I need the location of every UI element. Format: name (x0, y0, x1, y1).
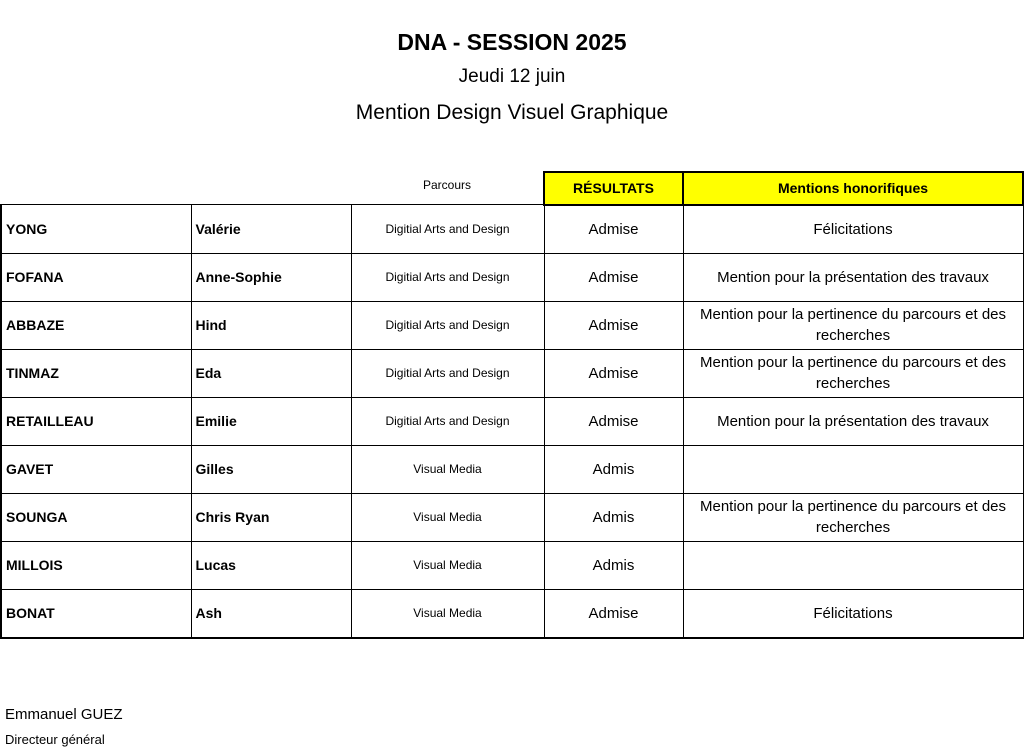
cell-parcours: Digitial Arts and Design (351, 301, 544, 349)
cell-nom: FOFANA (1, 253, 191, 301)
session-date: Jeudi 12 juin (458, 66, 566, 87)
cell-resultat: Admise (544, 301, 683, 349)
table-row (1, 301, 1023, 349)
cell-resultat: Admise (544, 349, 683, 397)
cell-mention (683, 541, 1023, 589)
table-row (1, 589, 1023, 638)
cell-prenom: Lucas (191, 541, 351, 589)
cell-mention: Félicitations (683, 589, 1023, 638)
results-table (0, 171, 1024, 639)
cell-mention: Mention pour la pertinence du parcours et des recherches (683, 493, 1023, 541)
cell-prenom: Chris Ryan (191, 493, 351, 541)
cell-resultat: Admise (544, 253, 683, 301)
cell-mention: Félicitations (683, 205, 1023, 254)
header-parcours: Parcours (422, 178, 472, 192)
cell-prenom: Valérie (191, 205, 351, 254)
cell-parcours: Digitial Arts and Design (351, 205, 544, 254)
cell-parcours: Visual Media (351, 445, 544, 493)
table-header-row (1, 172, 1023, 205)
cell-mention (683, 445, 1023, 493)
cell-parcours: Visual Media (351, 493, 544, 541)
cell-resultat: Admise (544, 397, 683, 445)
cell-mention: Mention pour la présentation des travaux (683, 253, 1023, 301)
cell-parcours: Digitial Arts and Design (351, 253, 544, 301)
document-title: DNA - SESSION 2025 (397, 29, 627, 55)
cell-nom: GAVET (1, 445, 191, 493)
cell-prenom: Hind (191, 301, 351, 349)
cell-prenom: Eda (191, 349, 351, 397)
table-row (1, 493, 1023, 541)
cell-resultat: Admis (544, 445, 683, 493)
cell-mention: Mention pour la présentation des travaux (683, 397, 1023, 445)
mention-title: Mention Design Visuel Graphique (355, 101, 669, 124)
cell-parcours: Digitial Arts and Design (351, 349, 544, 397)
cell-parcours: Visual Media (351, 589, 544, 638)
cell-resultat: Admise (544, 205, 683, 254)
cell-mention: Mention pour la pertinence du parcours et des recherches (683, 301, 1023, 349)
cell-mention: Mention pour la pertinence du parcours et des recherches (683, 349, 1023, 397)
cell-nom: ABBAZE (1, 301, 191, 349)
header-mentions: Mentions honorifiques (683, 172, 1023, 205)
table-row (1, 541, 1023, 589)
table-row (1, 205, 1023, 254)
results-table-body (1, 172, 1023, 638)
cell-nom: RETAILLEAU (1, 397, 191, 445)
table-row (1, 253, 1023, 301)
cell-nom: MILLOIS (1, 541, 191, 589)
cell-parcours: Digitial Arts and Design (351, 397, 544, 445)
cell-resultat: Admis (544, 541, 683, 589)
signatory-name: Emmanuel GUEZ (5, 706, 123, 723)
cell-prenom: Anne-Sophie (191, 253, 351, 301)
header-blank-nom (1, 172, 191, 205)
cell-parcours: Visual Media (351, 541, 544, 589)
header-resultats: RÉSULTATS (544, 172, 683, 205)
table-row (1, 397, 1023, 445)
signatory-role: Directeur général (5, 732, 105, 747)
cell-nom: BONAT (1, 589, 191, 638)
header-blank-prenom (191, 172, 351, 205)
cell-prenom: Gilles (191, 445, 351, 493)
table-row (1, 445, 1023, 493)
cell-resultat: Admise (544, 589, 683, 638)
cell-resultat: Admis (544, 493, 683, 541)
cell-prenom: Ash (191, 589, 351, 638)
cell-nom: SOUNGA (1, 493, 191, 541)
cell-prenom: Emilie (191, 397, 351, 445)
cell-nom: YONG (1, 205, 191, 254)
cell-nom: TINMAZ (1, 349, 191, 397)
table-row (1, 349, 1023, 397)
